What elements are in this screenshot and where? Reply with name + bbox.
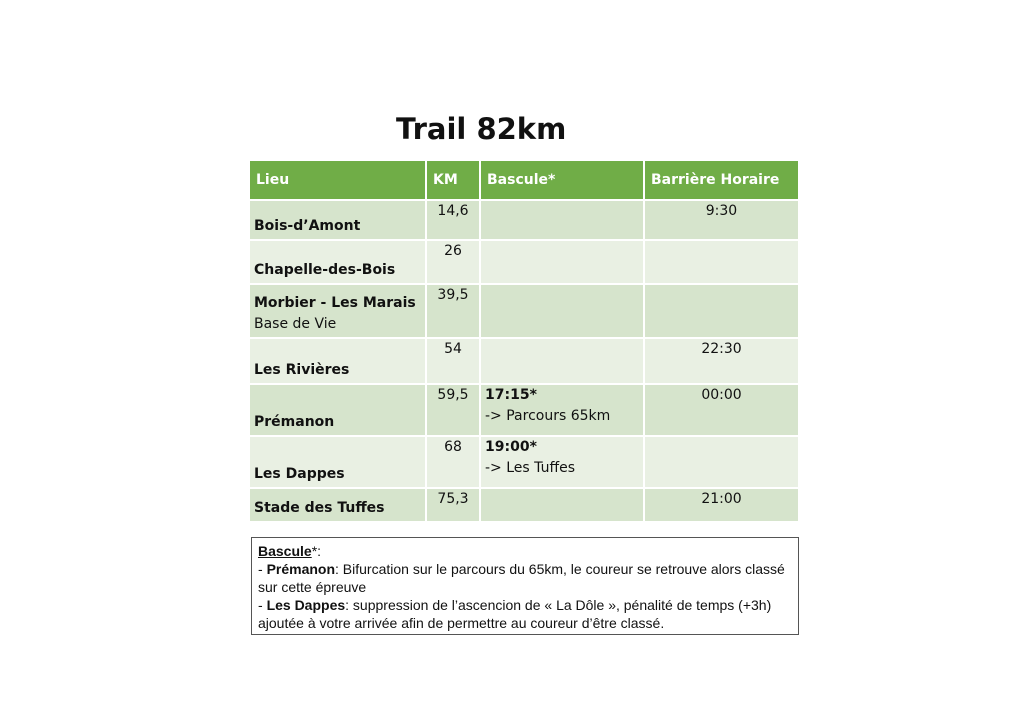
note-item-text: : suppression de l’ascencion de « La Dôle », pénalité de temps (+3h) ajoutée à votre arrivée afin de permettre au coureur d’être classé. [258,597,772,631]
bascule-cell [480,284,644,338]
barriere-cell: 00:00 [644,384,798,436]
header-km: KM [426,161,480,200]
lieu-name: Prémanon [254,414,335,430]
bascule-cell [480,240,644,284]
barriere-cell: 22:30 [644,338,798,384]
barriere-cell [644,284,798,338]
bascule-cell [480,488,644,522]
barriere-cell: 21:00 [644,488,798,522]
note-item-prefix: - [258,597,267,613]
table-header-row [250,161,798,200]
table-row [250,284,798,338]
bascule-cell [480,436,644,488]
lieu-cell [250,436,426,488]
barriere-cell [644,436,798,488]
lieu-cell [250,200,426,240]
lieu-cell [250,284,426,338]
bascule-note: -> Parcours 65km [485,408,611,424]
table-row [250,240,798,284]
km-cell: 68 [426,436,480,488]
lieu-cell [250,240,426,284]
table-row [250,200,798,240]
note-item-name: Les Dappes [266,597,346,613]
km-cell: 59,5 [426,384,480,436]
barriere-cell: 9:30 [644,200,798,240]
note-heading: Bascule [258,543,312,559]
table-row [250,338,798,384]
note-heading-suffix: *: [311,543,322,559]
lieu-name: Les Dappes [254,466,345,482]
lieu-cell [250,338,426,384]
bascule-cell [480,384,644,436]
table-row [250,436,798,488]
note-item-text: : Bifurcation sur le parcours du 65km, le coureur se retrouve alors classé sur cette épreuve [258,561,785,595]
barriere-cell [644,240,798,284]
km-cell: 54 [426,338,480,384]
schedule-table [250,161,798,523]
km-cell: 39,5 [426,284,480,338]
note-item-premanon [258,560,792,596]
km-cell: 14,6 [426,200,480,240]
note-item-prefix: - [258,561,267,577]
bascule-cell [480,338,644,384]
note-item-name: Prémanon [266,561,336,577]
lieu-cell [250,488,426,522]
lieu-name: Chapelle-des-Bois [254,262,396,278]
lieu-cell [250,384,426,436]
table-row [250,384,798,436]
bascule-note-box [251,537,799,635]
km-cell: 75,3 [426,488,480,522]
bascule-time: 17:15* [485,387,537,403]
bascule-cell [480,200,644,240]
lieu-name: Stade des Tuffes [254,500,385,516]
lieu-name: Bois-d’Amont [254,218,361,234]
note-heading-line [258,542,792,560]
lieu-name: Les Rivières [254,362,350,378]
lieu-name: Morbier - Les Marais [254,295,416,311]
lieu-subtitle: Base de Vie [254,316,337,332]
header-lieu: Lieu [250,161,426,200]
km-cell: 26 [426,240,480,284]
header-bascule: Bascule* [480,161,644,200]
table-row [250,488,798,522]
bascule-note: -> Les Tuffes [485,460,575,476]
header-barriere: Barrière Horaire [644,161,798,200]
bascule-time: 19:00* [485,439,537,455]
note-item-dappes [258,596,792,632]
page-title: Trail 82km [396,112,567,146]
